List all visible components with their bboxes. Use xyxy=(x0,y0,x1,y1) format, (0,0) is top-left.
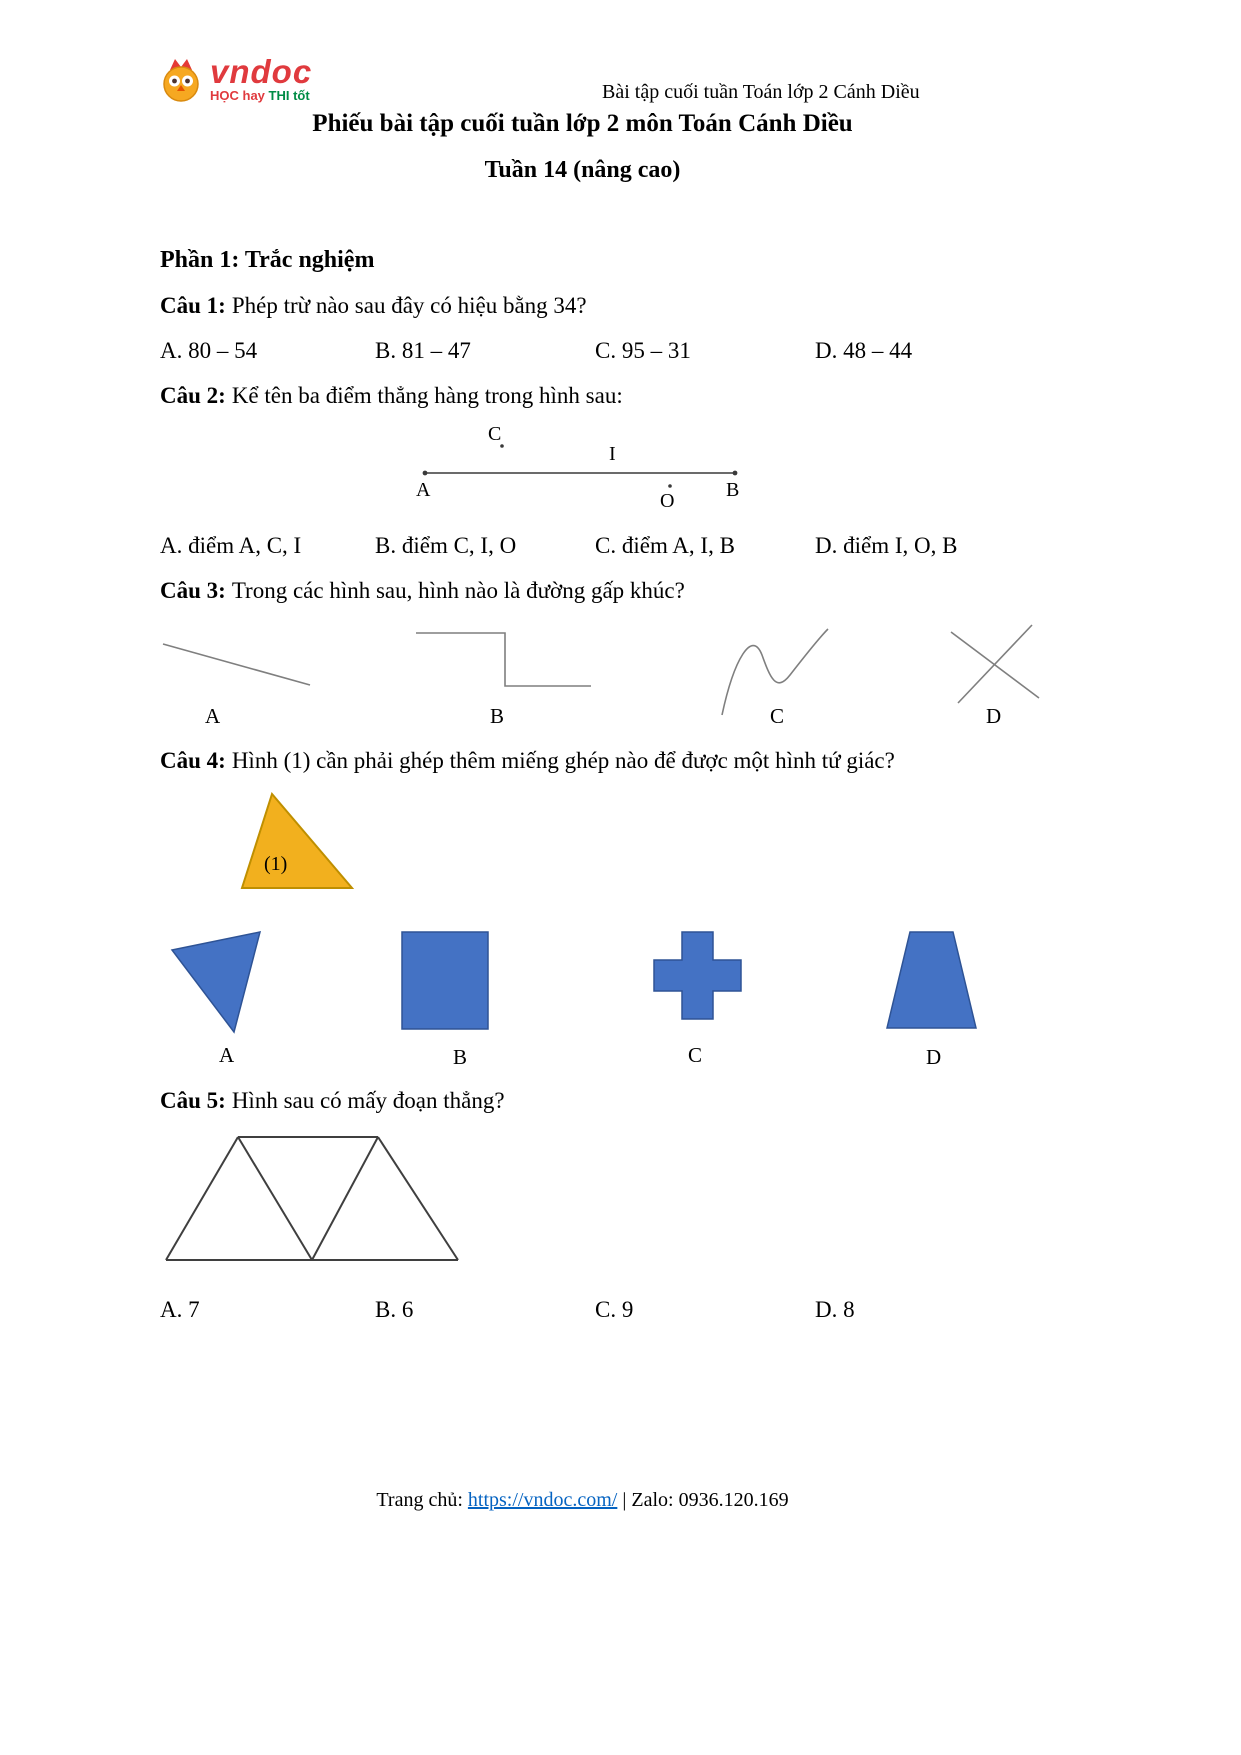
point-label-a: A xyxy=(416,479,431,501)
figure-label-d: D xyxy=(926,1045,942,1069)
step-line-figure xyxy=(413,628,595,693)
question-4 xyxy=(160,748,895,774)
footer-separator: | xyxy=(617,1489,632,1511)
page-title: Phiếu bài tập cuối tuần lớp 2 môn Toán Cánh Diều xyxy=(312,110,853,137)
answer-option-a: A. 80 – 54 xyxy=(160,338,258,363)
section-heading: Phần 1: Trắc nghiệm xyxy=(160,247,375,273)
question-1 xyxy=(160,293,587,319)
figure-label-d: D xyxy=(986,704,1002,728)
answer-option-c: C. 9 xyxy=(595,1297,634,1322)
figure-label-a: A xyxy=(219,1043,235,1067)
cross-lines-figure xyxy=(948,622,1044,708)
vndoc-brand-text: vndoc xyxy=(210,53,313,90)
figure-label-b: B xyxy=(490,704,505,728)
answer-option-c: C. 95 – 31 xyxy=(595,338,691,363)
shape-option-b-square xyxy=(400,930,490,1032)
figure-label-c: C xyxy=(770,704,785,728)
question-2-label: Câu 2: xyxy=(160,383,226,408)
point-label-c: C xyxy=(488,423,502,445)
answer-option-b: B. 6 xyxy=(375,1297,414,1322)
shape-option-c-plus xyxy=(652,930,744,1022)
figure-label-c: C xyxy=(688,1043,703,1067)
point-label-o: O xyxy=(660,490,675,512)
piece-number-label: (1) xyxy=(264,853,288,875)
point-label-b: B xyxy=(726,479,740,501)
answer-option-b: B. điểm C, I, O xyxy=(375,533,517,558)
shape-option-a-triangle xyxy=(170,930,264,1036)
question-1-options xyxy=(160,338,1060,370)
tagline-part-green: THI tốt xyxy=(268,88,310,103)
header-right-text: Bài tập cuối tuần Toán lớp 2 Cánh Diều xyxy=(602,81,920,103)
answer-option-a: A. 7 xyxy=(160,1297,200,1322)
question-2-text: Kể tên ba điểm thẳng hàng trong hình sau: xyxy=(231,383,623,408)
footer-prefix: Trang chủ: xyxy=(376,1489,468,1511)
shape-option-d-trapezoid xyxy=(885,930,979,1032)
question-3-label: Câu 3: xyxy=(160,578,226,603)
collinear-points-figure xyxy=(416,423,745,520)
answer-option-d: D. 8 xyxy=(815,1297,855,1322)
question-1-label: Câu 1: xyxy=(160,293,226,318)
answer-option-a: A. điểm A, C, I xyxy=(160,533,302,558)
question-5-text: Hình sau có mấy đoạn thẳng? xyxy=(231,1088,505,1113)
question-2 xyxy=(160,383,623,409)
point-label-i: I xyxy=(609,443,616,465)
home-link[interactable]: https://vndoc.com/ xyxy=(467,1489,618,1511)
question-1-text: Phép trừ nào sau đây có hiệu bằng 34? xyxy=(231,293,587,318)
vndoc-owl-icon xyxy=(158,55,205,105)
question-4-text: Hình (1) cần phải ghép thêm miếng ghép nào để được một hình tứ giác? xyxy=(231,748,895,773)
answer-option-d: D. 48 – 44 xyxy=(815,338,913,363)
question-2-options xyxy=(160,533,1060,565)
page-subtitle: Tuần 14 (nâng cao) xyxy=(484,157,681,183)
vndoc-tagline xyxy=(210,88,312,104)
answer-option-c: C. điểm A, I, B xyxy=(595,533,735,558)
question-3 xyxy=(160,578,685,604)
answer-option-d: D. điểm I, O, B xyxy=(815,533,958,558)
figure-label-a: A xyxy=(205,704,221,728)
vndoc-logo xyxy=(158,55,312,105)
two-triangles-figure xyxy=(162,1133,462,1265)
triangle-piece-figure xyxy=(238,792,356,892)
straight-line-figure xyxy=(160,638,315,693)
footer-zalo: Zalo: 0936.120.169 xyxy=(631,1489,789,1511)
answer-option-b: B. 81 – 47 xyxy=(375,338,471,363)
page-footer xyxy=(160,1489,1005,1512)
tagline-part-red: HỌC hay xyxy=(210,88,265,103)
collinear-line-drawing xyxy=(420,425,745,520)
question-3-text: Trong các hình sau, hình nào là đường gấp khúc? xyxy=(231,578,685,603)
question-5-options xyxy=(160,1297,1060,1329)
figure-label-b: B xyxy=(453,1045,468,1069)
question-5-label: Câu 5: xyxy=(160,1088,226,1113)
question-4-label: Câu 4: xyxy=(160,748,226,773)
question-5 xyxy=(160,1088,505,1114)
